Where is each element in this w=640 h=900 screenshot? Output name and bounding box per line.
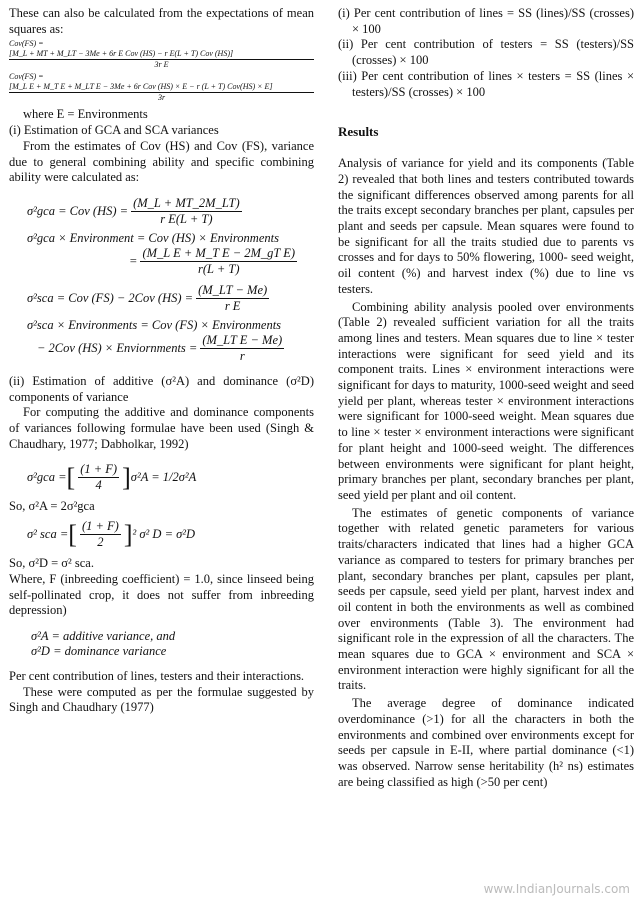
results-para-4: The average degree of dominance indicated overdominance (>1) for all the characters in both the environments and combined over environments except for seeds per capsule in E-II, where partial dominance (<1) was observed. Narrow sense heritability (h² ns) estimates are being classified as high (>50 per cent) <box>338 696 634 789</box>
eq7-numerator: (1 + F) <box>81 519 119 534</box>
eq4-lhs: σ²sca × Environments = Cov (FS) × Environments <box>27 317 282 332</box>
eq1-denominator: r E(L + T) <box>160 211 213 226</box>
right-bracket: ] <box>123 519 133 549</box>
def-dominance: σ²D = dominance variance <box>31 643 167 658</box>
equation-gca-additive <box>9 462 314 493</box>
eq7-lhs: σ² sca = <box>27 527 69 542</box>
cov-fs-1-numerator: [M_L + MT + M_LT − 3Me + 6r E Cov (HS) − r E(L + T) Cov (HS)] <box>9 49 314 60</box>
eq6-fraction <box>78 462 119 493</box>
eq3-denominator: r E <box>224 298 241 313</box>
results-para-3: The estimates of genetic components of variance together with related genetic parameters for various traits/characters indicated that lines had a higher GCA variance as compared to testers for primary branches per plant, secondary branches per plant, capsules per plant, seeds per capsule, seed yield per plant, harvest index and oil content in both the environments as well as combined over environments (Table 3). The environment had significant role in the expression of all the characters. The mean squares due to GCA × environment and SCA × environment interaction were highly significant for all the traits. <box>338 505 634 693</box>
def-additive: σ²A = additive variance, and <box>31 628 176 643</box>
eq2-lhs: σ²gca × Environment = Cov (HS) × Environments <box>27 230 279 245</box>
para-gca-sca: From the estimates of Cov (HS) and Cov (FS), variance due to general combining ability and specific combining ability were calculated as: <box>9 138 314 185</box>
eq3-numerator: (M_LT − Me) <box>198 282 268 297</box>
eq6-denominator: 4 <box>95 478 102 493</box>
eq5-lhs: − 2Cov (HS) × Enviornments = <box>37 340 198 355</box>
equation-sca <box>9 283 314 314</box>
left-bracket: [ <box>66 462 76 492</box>
so-additive: So, σ²A = 2σ²gca <box>9 499 95 514</box>
intro-text: These can also be calculated from the expectations of mean squares as: <box>9 6 314 36</box>
eq5-fraction <box>200 333 284 364</box>
watermark: www.IndianJournals.com <box>483 882 630 896</box>
eq7-rhs: ² σ² D = σ²D <box>132 527 196 542</box>
right-column <box>338 6 634 790</box>
eq5-numerator: (M_LT E − Me) <box>202 332 283 347</box>
eq2-numerator: (M_L E + M_T E − 2M_gT E) <box>142 245 296 260</box>
cov-fs-1-denominator: 3r E <box>154 60 169 70</box>
eq3-lhs: σ²sca = Cov (FS) − 2Cov (HS) = <box>27 290 194 305</box>
left-bracket: [ <box>68 519 77 549</box>
eq3-fraction <box>196 283 269 314</box>
where-environments: where E = Environments <box>23 107 148 122</box>
computed-text: These were computed as per the formulae suggested by Singh and Chaudhary (1977) <box>9 684 314 715</box>
eq1-lhs: σ²gca = Cov (HS) = <box>27 203 129 218</box>
results-para-2: Combining ability analysis pooled over environments (Table 2) revealed sufficient variation for all the traits among lines and testers. Mean squares due to line × tester interactions were significant for seed yield and its component traits. Lines × environment interactions were significant for days to maturity, 1000-seed weight and seed yield per plant, whereas tester × environment interactions were significant for 1000-seed weight. Mean squares due to line × tester × environment interactions were significant for plant height and 1000-seed weight. The differences between environments were significant for plant height, primary branches per plant, secondary branches per plant, seed yield per plant and oil content. <box>338 299 634 502</box>
eq7-fraction <box>80 519 121 550</box>
eq1-fraction <box>131 196 242 227</box>
eq6-numerator: (1 + F) <box>80 462 118 477</box>
results-heading: Results <box>338 124 379 140</box>
heading-additive-dominance: (ii) Estimation of additive (σ²A) and dominance (σ²D) components of variance <box>9 373 314 404</box>
cov-fs-2-numerator: [M_L E + M_T E + M_LT E − 3Me + 6r Cov (HS) × E − r (L + T) Cov(HS) × E] <box>9 82 314 93</box>
item-testers: (ii) Per cent contribution of testers = SS (testers)/SS (crosses) × 100 <box>338 37 634 68</box>
eq5-denominator: r <box>239 348 245 363</box>
left-column <box>9 6 314 716</box>
eq2-fraction <box>140 246 297 277</box>
equation-gca <box>9 196 314 227</box>
equation-gca-env <box>9 246 314 277</box>
cov-fs-1-label: Cov(FS) = <box>9 39 44 49</box>
para-additive-dominance: For computing the additive and dominance components of variances following formulae have been used (Singh & Chaudhary, 1977; Dabholkar, 1992) <box>9 405 314 451</box>
eq1-numerator: (M_L + MT_2M_LT) <box>133 195 240 210</box>
eq6-lhs: σ²gca = <box>27 470 67 485</box>
eq6-rhs: σ²A = 1/2σ²A <box>130 470 197 485</box>
where-f: Where, F (inbreeding coefficient) = 1.0, since linseed being self-pollinated crop, it does not suffer from inbreeding depression) <box>9 571 314 618</box>
eq2-equals: = <box>129 253 138 268</box>
eq7-denominator: 2 <box>97 535 104 550</box>
heading-gca-sca: (i) Estimation of GCA and SCA variances <box>9 123 219 138</box>
eq2-denominator: r(L + T) <box>197 261 240 276</box>
so-dominance: So, σ²D = σ² sca. <box>9 556 94 571</box>
right-bracket: ] <box>122 462 131 492</box>
cov-fs-2-denominator: 3r <box>157 93 166 103</box>
results-para-1: Analysis of variance for yield and its components (Table 2) revealed that both lines and testers contributed towards the significant differences observed among parents for all the traits except secondary branches per plant, capsules per plant and seeds per capsule. Mean squares were found to be significant for all the traits studied due to parents vs crosses and for days to 50% flowering, 1000- seed weight, oil content (%) and harvest index (%) due to line vs testers. <box>338 156 634 296</box>
equation-sca-env <box>9 333 314 364</box>
equation-sca-dominance <box>9 519 314 550</box>
cov-fs-2-label: Cov(FS) = <box>9 72 44 82</box>
item-lines: (i) Per cent contribution of lines = SS (lines)/SS (crosses) × 100 <box>338 6 634 36</box>
per-cent-contribution: Per cent contribution of lines, testers and their interactions. <box>9 668 305 683</box>
item-lines-testers: (iii) Per cent contribution of lines × testers = SS (lines × testers)/SS (crosses) × 100 <box>338 68 634 99</box>
